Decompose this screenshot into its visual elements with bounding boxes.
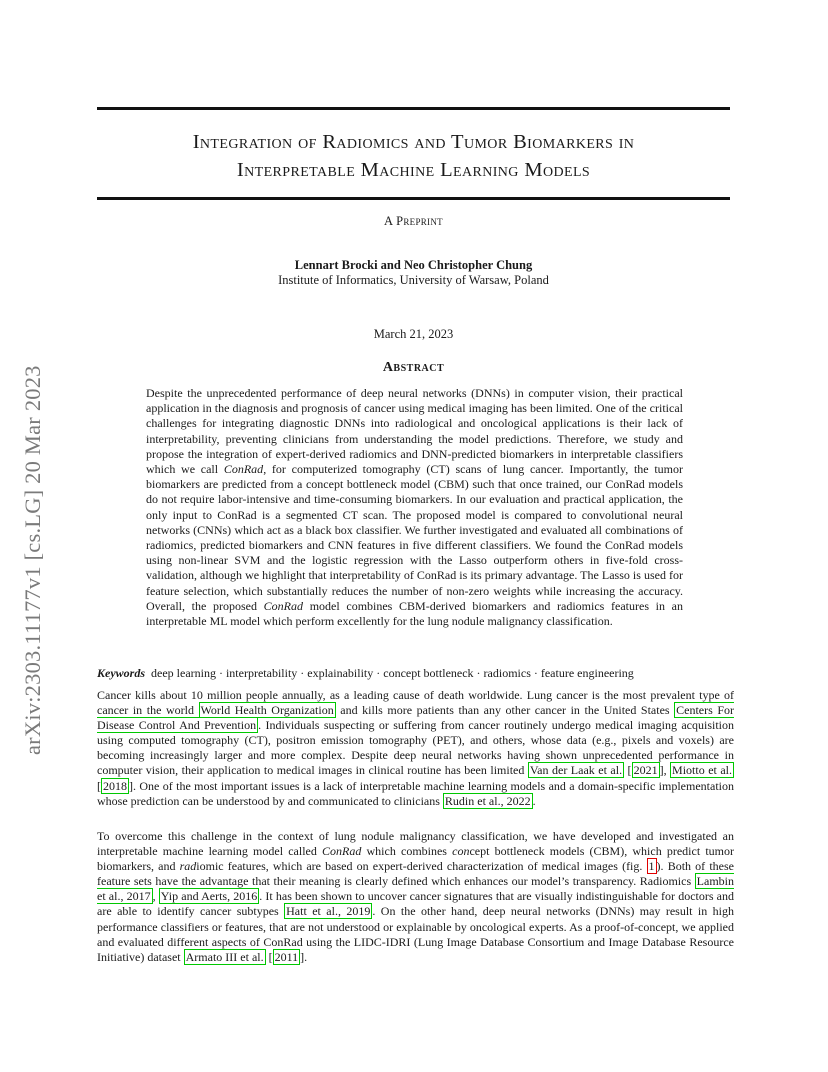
keywords-label: Keywords <box>97 666 145 680</box>
citation-year-link[interactable]: 2021 <box>633 763 658 778</box>
title-line-2: Interpretable Machine Learning Models <box>236 159 591 181</box>
title-rule-top <box>97 107 730 110</box>
figure-reference-link[interactable]: 1 <box>648 859 655 874</box>
text-segment: iomic features, which are based on expert-derived characterization of medical images (fig. <box>196 859 647 874</box>
abstract-segment: Despite the unprecedented performance of deep neural networks (DNNs) in computer vision, their practical application in the diagnosis and prognosis of cancer using medical imaging has been limited. One of the critical challenges for integrating diagnostic DNNs into radiological and oncological applications is their lack of interpretability, preventing clinicians from understanding the model predictions. Therefore, we study and propose the integration of expert-derived radiomics and DNN-predicted biomarkers in interpretable classifiers which we call <box>146 386 683 477</box>
publication-date: March 21, 2023 <box>373 327 454 341</box>
model-name-emphasis: ConRad <box>263 598 304 613</box>
text-segment: . One of the most important issues is a lack of interpretable machine learning models and a domain-specific implementation whose prediction can be understood by and communicated to clinicians <box>97 778 734 808</box>
text-segment: . Individuals suspecting or suffering from cancer routinely undergo medical imaging acquisition using computed tomography (CT), positron emission tomography (PET), and others, whose data (e.g., pixels and voxels) are becoming increasingly larger and more complex. Despite deep neural networks having shown unprecedented performance in computer vision, their application to medical images in clinical routine has been limited <box>97 718 734 778</box>
emphasis-con: con <box>452 844 470 859</box>
citation-link[interactable]: Yip and Aerts, 2016 <box>160 889 258 904</box>
text-segment: which combines <box>361 844 453 859</box>
text-segment: . <box>532 793 536 808</box>
text-segment: , <box>663 763 671 778</box>
citation-link[interactable]: Armato III et al. <box>185 949 264 964</box>
model-name-emphasis: ConRad <box>322 844 362 859</box>
keywords-line <box>97 666 730 681</box>
citation-year-link[interactable]: 2011 <box>274 949 299 964</box>
citation-link[interactable]: Van der Laak et al. <box>529 763 623 778</box>
citation-link[interactable]: Rudin et al., 2022 <box>444 793 531 808</box>
text-segment: and kills more patients than any other cancer in the United States <box>335 703 675 718</box>
model-name-emphasis: ConRad <box>223 462 264 477</box>
text-segment: ). Both of these feature sets have the advantage that their meaning is clearly defined which enhances our model’s transparency. Radiomics <box>97 859 734 889</box>
abstract-text <box>146 386 683 629</box>
citation-link[interactable]: Lambin et al., 2017 <box>97 874 734 904</box>
text-segment: , <box>152 889 159 904</box>
citation-year-link[interactable]: 2018 <box>103 778 127 793</box>
citation-link[interactable]: Miotto et al. <box>672 763 733 778</box>
arxiv-identifier-stamp: arXiv:2303.11177v1 [cs.LG] 20 Mar 2023 <box>20 365 45 755</box>
keywords-list: deep learning · interpretability · explainability · concept bottleneck · radiomics · feature engineering <box>151 666 634 680</box>
text-segment: To overcome this challenge in the context of lung nodule malignancy classification, we have developed and investigated an interpretable machine learning model called <box>97 829 734 859</box>
affiliation: Institute of Informatics, University of Warsaw, Poland <box>278 273 549 287</box>
author-list: Lennart Brocki and Neo Christopher Chung <box>294 258 533 272</box>
title-rule-bottom <box>97 197 730 200</box>
text-segment: . It has been shown to uncover cancer signatures that are visually indistinguishable for doctors and are able to identify cancer subtypes <box>97 889 735 919</box>
text-segment: Cancer kills about 10 million people annually, as a leading cause of death worldwide. Lung cancer is the most prevalent type of cancer in the world <box>97 688 734 718</box>
intro-paragraph-1: Cancer kills about 10 million people annually, as a leading cause of death worldwide. Lung cancer is the most prevalent type of cancer in the world World Health Organization and kills more patients than any other cancer in the United States Centers For Disease Control And Prevention . Individuals suspecting or suffering from cancer routinely undergo medical imaging acquisition using computed tomography (CT), positron emission tomography (PET), and others, whose data (e.g., pixels and voxels) are becoming increasingly larger and more complex. Despite deep neural networks having shown unprecedented performance in computer vision, their application to medical images in clinical routine has been limited Van der Laak et al. [ 2021 ], Miotto et al. [ 2018 ]. One of the most important issues is a lack of interpretable machine learning models and a domain-specific implementation whose prediction can be understood by and communicated to clinicians Rudin et al., 2022 . <box>97 688 735 808</box>
abstract-segment: model combines CBM-derived biomarkers and radiomics features in an interpretable ML model which perform excellently for the lung nodule malignancy classification. <box>146 598 684 629</box>
text-segment: . On the other hand, deep neural networks (DNNs) may result in high performance classifiers or features, that are not understood or explainable by oncological experts. As a proof-of-concept, we applied and evaluated different aspects of ConRad using the LIDC-IDRI (Lung Image Database Consortium and Image Database Resource Initiative) dataset <box>97 904 735 964</box>
citation-link[interactable]: Hatt et al., 2019 <box>286 904 371 919</box>
intro-paragraph-2: To overcome this challenge in the context of lung nodule malignancy classification, we have developed and investigated an interpretable machine learning model called ConRad which combines concept bottleneck models (CBM), which predict tumor biomarkers, and radiomic features, which are based on expert-derived characterization of medical images (fig. 1 ). Both of these feature sets have the advantage that their meaning is clearly defined which enhances our model’s transparency. Radiomics Lambin et al., 2017 , Yip and Aerts, 2016 . It has been shown to uncover cancer signatures that are visually indistinguishable for doctors and are able to identify cancer subtypes Hatt et al., 2019 . On the other hand, deep neural networks (DNNs) may result in high performance classifiers or features, that are not understood or explainable by oncological experts. As a proof-of-concept, we applied and evaluated different aspects of ConRad using the LIDC-IDRI (Lung Image Database Consortium and Image Database Resource Initiative) dataset Armato III et al. [ 2011 ]. <box>97 829 735 964</box>
emphasis-rad: rad <box>179 859 197 874</box>
text-segment: cept bottleneck models (CBM), which predict tumor biomarkers, and <box>97 844 734 874</box>
citation-link[interactable]: Centers For Disease Control And Prevention <box>97 703 735 733</box>
abstract-heading: Abstract <box>382 360 445 375</box>
citation-link[interactable]: World Health Organization <box>200 703 334 718</box>
abstract-segment: , for computerized tomography (CT) scans of lung cancer. Importantly, the tumor biomarkers are predicted from a concept bottleneck model (CBM) such that once trained, our ConRad models do not require labor-intensive and time-consuming biomarkers. In our evaluation and practical application, the only input to ConRad is a segmented CT scan. The proposed model is compared to convolutional neural networks (CNNs) which act as a black box classifier. We further investigated and evaluated all combinations of radiomics, predicted biomarkers and CNN features in five different classifiers. We found the ConRad models using non-linear SVM and the logistic regression with the Lasso outperform others in five-fold cross-validation, although we highlight that interpretability of ConRad is its primary advantage. The Lasso is used for feature selection, which substantially reduces the number of non-zero weights while increasing the accuracy. Overall, the proposed <box>146 462 684 613</box>
preprint-label: A Preprint <box>384 214 443 228</box>
paper-title <box>97 128 730 184</box>
title-line-1: Integration of Radiomics and Tumor Biomarkers in <box>192 131 635 153</box>
text-segment: . <box>304 949 308 964</box>
